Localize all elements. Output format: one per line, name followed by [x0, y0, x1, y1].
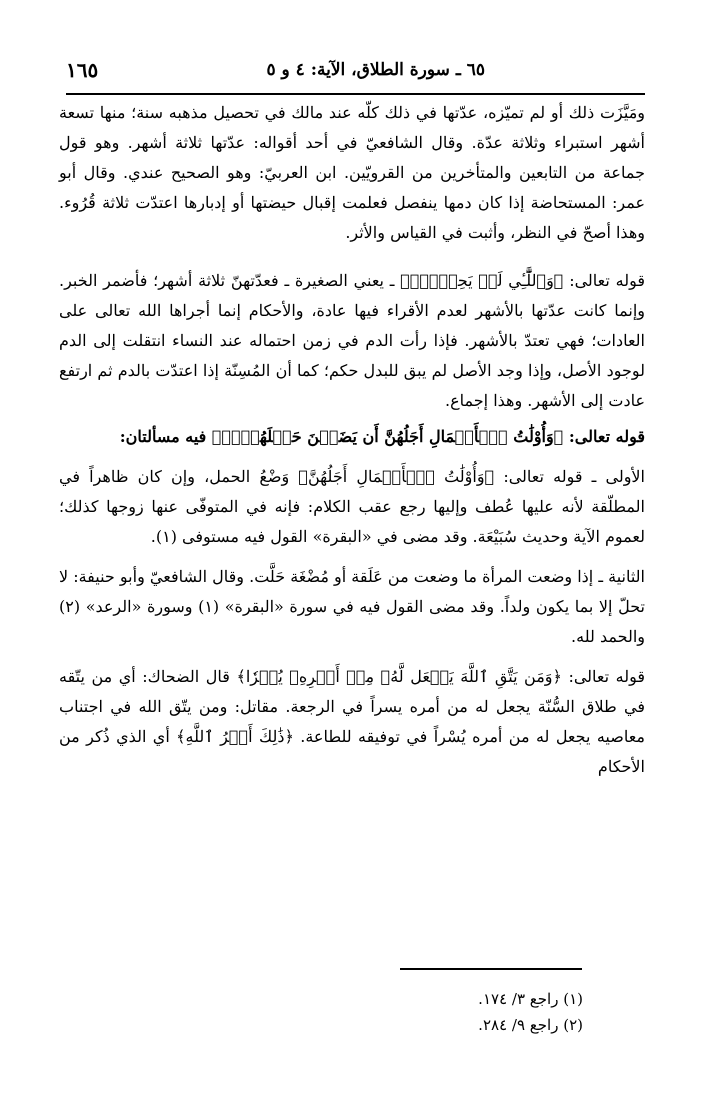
paragraph-second-issue: الثانية ـ إذا وضعت المرأة ما وضعت من عَلَقة أو مُضْغَة حَلَّت. وقال الشافعيّ وأبو حنيفة: لا تحلّ إلا بما يكون ولداً. وقد مضى القول فيه في سورة «البقرة» (١) وسورة «الرعد» (٢) والحمد لله.	[59, 567, 646, 646]
paragraph-first-issue: الأولى ـ قوله تعالى: ﴿وَأُوْلَٰتُ ٱلۡأَحۡمَالِ أَجَلُهُنَّ﴾ وَضْعُ الحمل، وإن كان ظاهراً في المطلّقة لأنه عليها عُطف وإليها رجع عقب الكلام: فإنه في المتوفّى عنها زوجها كذلك؛ لعموم الآية وحديث سُبَيْعَة. وقد مضى في «البقرة» القول فيه مستوفى (١).	[59, 467, 645, 546]
footnotes	[323, 986, 583, 1038]
main-text	[59, 98, 645, 782]
footnote-divider	[400, 968, 582, 970]
page-header	[66, 58, 645, 92]
running-title: ٦٥ ـ سورة الطلاق، الآية: ٤ و ٥	[266, 60, 485, 80]
footnote-1: (١) راجع ٣/ ١٧٤.	[478, 990, 583, 1008]
paragraph-taqwa: قوله تعالى: ﴿وَمَن يَتَّقِ ٱللَّهَ يَجۡعَل لَّهُۥ مِنۡ أَمۡرِهِۦ يُسۡرٗا﴾ قال الضحاك: أي من يتّقه في طلاق السُّنّة يجعل له من أمره يسراً في الرجعة. مقاتل: ومن يتّق الله في اجتناب معاصيه يجعل له من أمره يُسْراً في توفيقه للطاعة. ﴿ذَٰلِكَ أَمۡرُ ٱللَّهِ﴾ أي الذي ذُكر من الأحكام	[59, 667, 646, 776]
header-divider	[66, 93, 645, 95]
footnote-2: (٢) راجع ٩/ ٢٨٤.	[478, 1016, 583, 1034]
paragraph-no-menses: قوله تعالى: ﴿وَٱللَّٰٓـِٔي لَمۡ يَحِضۡنَۚ﴾ ـ يعني الصغيرة ـ فعدّتهنّ ثلاثة أشهر؛ فأضمر الخبر. وإنما كانت عدّتها بالأشهر لعدم الأقراء فيها عادة، والأحكام إنما أجراها الله تعالى على العادات؛ فهي تعتدّ بالأشهر. فإذا رأت الدم في زمن احتماله عند النساء انتقلت إلى الدم لوجود الأصل، وإذا وجد الأصل لم يبق للبدل حكم؛ كما أن المُسِنّة إذا اعتدّت بالدم ثم ارتفع عادت إلى الأشهر. وهذا إجماع.	[59, 271, 645, 410]
paragraph-continuation: ومَيَّزَت ذلك أو لم تميّزه، عدّتها في ذلك كلّه عند مالك في تحصيل مذهبه سنة؛ منها تسعة أشهر استبراء وثلاثة عدّة. وقال الشافعيّ في أحد أقواله: عدّتها ثلاثة أشهر. وهو قول جماعة من التابعين والمتأخرين من القرويّين. ابن العربيّ: وهو الصحيح عندي. وقال أبو عمر: المستحاضة إذا كان دمها ينفصل فعلمت إقبال حيضتها أو إدبارها اعتدّت ثلاثة قُرُوء. وهذا أصحّ في النظر، وأثبت في القياس والأثر.	[59, 103, 645, 242]
paragraph-pregnant-intro: قوله تعالى: ﴿وَأُوْلَٰتُ ٱلۡأَحۡمَالِ أَجَلُهُنَّ أَن يَضَعۡنَ حَمۡلَهُنَّۚ﴾ فيه مسألتان:	[119, 427, 645, 446]
page-number: ١٦٥	[66, 58, 99, 82]
